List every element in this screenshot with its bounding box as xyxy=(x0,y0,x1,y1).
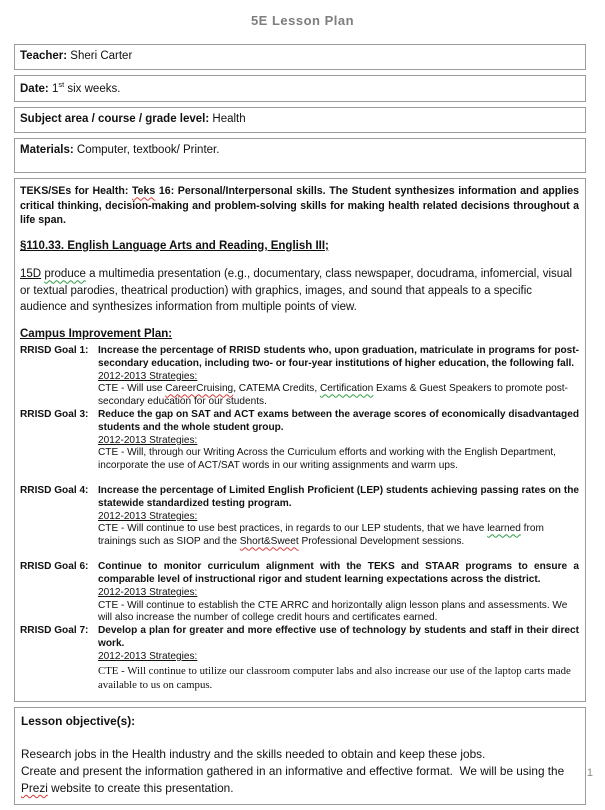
text-segment: Teks xyxy=(131,185,156,198)
text-segment: Sheri Carter xyxy=(67,50,133,62)
teks-campus-plan-row xyxy=(14,178,586,701)
goal-text xyxy=(98,561,579,587)
goals-list xyxy=(20,345,579,693)
goal-text xyxy=(98,409,579,435)
text-segment: website to create this presentation. xyxy=(47,780,234,795)
text-segment: Date: xyxy=(20,82,49,95)
text-segment: CareerCruising xyxy=(165,383,234,395)
text-segment: CTE - Will use xyxy=(98,383,166,395)
text-segment: , CATEMA Credits, xyxy=(233,383,320,395)
goal-content xyxy=(98,561,579,625)
teks-paragraph xyxy=(20,184,579,227)
text-segment: Increase the percentage of RRISD students who, upon graduation, matriculate in programs for post-secondary education, including two- or four-year institutions of higher education, the following fall. xyxy=(98,344,579,369)
lesson-objective-heading: Lesson objective(s): xyxy=(21,713,136,728)
strategy-text xyxy=(98,447,579,473)
goal-text xyxy=(98,625,579,651)
strategy-text xyxy=(98,523,579,549)
text-segment: Continue to monitor curriculum alignment with the TEKS and STAAR programs to ensure a comparable level of instructional rigor and student learning expectations across the district. xyxy=(98,561,579,585)
text-segment: Campus Improvement Plan: xyxy=(20,328,173,341)
text-segment: produce xyxy=(44,268,86,281)
text-segment: six weeks. xyxy=(64,82,121,95)
production-paragraph xyxy=(20,266,579,315)
strategy-text xyxy=(98,664,579,693)
text-segment: Materials: xyxy=(20,144,74,157)
text-segment: TEKS/SEs for Health: xyxy=(20,185,132,198)
goal-content xyxy=(98,485,579,549)
text-segment: Prezi xyxy=(21,780,48,795)
materials-row xyxy=(14,138,586,173)
goal-gap xyxy=(20,549,579,561)
goal-label: RRISD Goal 7: xyxy=(20,625,89,637)
lesson-objective-row xyxy=(14,707,586,805)
text-segment: Research jobs in the Health industry and the skills needed to obtain and keep these jobs. xyxy=(21,747,486,762)
text-segment: Reduce the gap on SAT and ACT exams between the average scores of economically disadvantaged students and the whole student group. xyxy=(98,408,579,433)
text-segment: a multimedia presentation (e.g., documentary, class newspaper, docudrama, infomercial, visual or textual parodies, theatrical production) with graphics, images, and sound that appeals to a specific audience and synthesizes information from multiple points of view. xyxy=(20,268,573,314)
strategies-label: 2012-2013 Strategies: xyxy=(98,434,198,446)
text-segment: Computer, textbook/ Printer. xyxy=(73,144,220,157)
ela-heading xyxy=(20,239,579,255)
text-segment: Subject area / course / grade level: xyxy=(20,113,210,126)
strategies-label: 2012-2013 Strategies: xyxy=(98,370,198,382)
goal-label: RRISD Goal 1: xyxy=(20,344,89,356)
date-row xyxy=(14,75,586,102)
teacher-row xyxy=(14,44,586,70)
strategies-label: 2012-2013 Strategies: xyxy=(98,650,198,662)
campus-improvement-heading xyxy=(20,327,579,343)
goal-label: RRISD Goal 4: xyxy=(20,485,89,497)
text-segment: Professional Development sessions. xyxy=(298,536,465,548)
text-segment: CTE - Will continue to use best practices, in regards to our LEP students, that we have xyxy=(98,523,488,535)
text-segment: st xyxy=(58,80,65,89)
goal-row xyxy=(20,625,579,693)
goal-row xyxy=(20,485,579,549)
text-segment: 16: Personal/Interpersonal skills. The Student synthesizes information and applies critical thinking, decision-making and problem-solving skills for making health related decisions throughout a life span. xyxy=(20,185,579,226)
goal-row xyxy=(20,561,579,625)
text-segment: Create and present the information gathered in an informative and effective format. We will be using the xyxy=(21,764,565,779)
text-segment: 15D xyxy=(20,268,42,281)
text-segment: §110.33. English Language Arts and Reading, English III; xyxy=(20,239,329,252)
goal-text xyxy=(98,345,579,371)
lesson-plan-table xyxy=(14,44,586,810)
text-segment: Certification xyxy=(319,383,374,395)
strategies-label: 2012-2013 Strategies: xyxy=(98,510,198,522)
strategies-label: 2012-2013 Strategies: xyxy=(98,586,198,598)
goal-row xyxy=(20,345,579,409)
objective-line-1 xyxy=(21,746,579,763)
text-segment: Exams & Guest Speakers to promote post-secondary education for our students. xyxy=(98,383,568,408)
goal-content xyxy=(98,409,579,473)
text-segment: learned xyxy=(487,523,521,535)
goal-label: RRISD Goal 3: xyxy=(20,408,89,420)
text-segment: CTE - Will continue to utilize our classroom computer labs and also increase our use of the laptop carts made available to us on campus. xyxy=(98,664,571,692)
document-title: 5E Lesson Plan xyxy=(250,13,355,28)
page-number: 1 xyxy=(586,767,593,779)
objective-line-2 xyxy=(21,763,579,797)
goal-row xyxy=(20,409,579,473)
text-segment: Develop a plan for greater and more effective use of technology by students and staff in their direct work. xyxy=(98,625,579,649)
goal-text xyxy=(98,485,579,511)
text-segment: CTE - Will continue to establish the CTE ARRC and horizontally align lesson plans and assessments. We will also increase the number of college credit hours and certificates earned. xyxy=(98,599,568,624)
text-segment: CTE - Will, through our Writing Across the Curriculum efforts and working with the English Department, incorporate the use of ACT/SAT words in our writing assignments and warm ups. xyxy=(98,447,556,472)
goal-content xyxy=(98,345,579,409)
goal-label: RRISD Goal 6: xyxy=(20,561,89,573)
text-segment: Short&Sweet xyxy=(239,536,299,548)
subject-row xyxy=(14,107,586,133)
text-segment: Health xyxy=(209,113,246,126)
text-segment: Increase the percentage of Limited English Proficient (LEP) students achieving passing rates on the statewide standardized testing program. xyxy=(98,485,579,509)
strategy-text xyxy=(98,383,579,409)
text-segment: 1 xyxy=(48,82,59,95)
text-segment: Teacher: xyxy=(20,50,68,62)
text-segment: from trainings such as SIOP and the xyxy=(98,523,544,548)
goal-gap xyxy=(20,473,579,485)
strategy-text xyxy=(98,600,579,626)
goal-content xyxy=(98,625,579,693)
